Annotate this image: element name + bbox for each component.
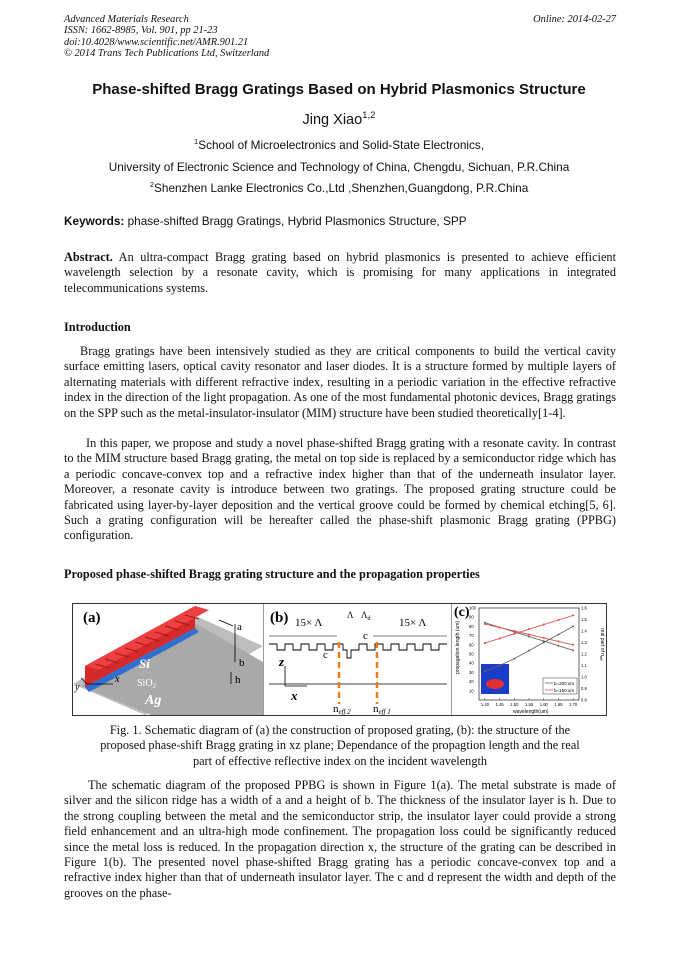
data-point-0-6 — [572, 649, 574, 651]
author-sup: 1,2 — [362, 110, 376, 122]
caption-line-2: proposed phase-shift Bragg grating in xz plane; Dependance of the propagtion length and the real — [100, 738, 580, 753]
data-point-2-4 — [543, 642, 545, 644]
x-axis-label: wavelength(um) — [513, 709, 549, 715]
y-left-tick-label: 30 — [469, 669, 474, 675]
data-point-0-3 — [528, 636, 530, 638]
y-right-tick-label: 0.9 — [581, 686, 587, 691]
data-point-3-2 — [513, 630, 515, 632]
y-right-tick-label: 0.8 — [581, 697, 587, 703]
keywords — [64, 214, 467, 228]
y-left-tick-label: 50 — [469, 651, 474, 657]
y-right-tick-label: 1.2 — [581, 651, 587, 657]
figure-panel-c-chart — [451, 604, 606, 715]
figure-panel-a — [73, 604, 263, 715]
y-right-tick-label: 1.5 — [581, 617, 587, 622]
y-left-tick-label: 20 — [469, 679, 474, 685]
data-point-1-2 — [513, 633, 515, 635]
data-point-3-4 — [543, 637, 545, 639]
author — [0, 112, 678, 128]
right-periods-label: 15× Λ — [399, 617, 427, 629]
x-tick-label: 1.70 — [569, 702, 578, 707]
x-tick-label: 1.50 — [510, 702, 519, 707]
y-right-tick-label: 1.6 — [581, 605, 587, 611]
data-point-3-5 — [557, 640, 559, 642]
y-left-tick-label: 10 — [469, 688, 474, 694]
online-date: Online: 2014-02-27 — [533, 14, 616, 25]
keywords-text: phase-shifted Bragg Gratings, Hybrid Plasmonics Structure, SPP — [124, 214, 467, 228]
data-point-3-1 — [499, 627, 501, 629]
label-si: Si — [139, 656, 150, 671]
data-point-1-6 — [572, 614, 574, 616]
affiliation-1-line2: University of Electronic Science and Technology of China, Chengdu, Sichuan, P.R.China — [108, 160, 570, 174]
data-point-0-5 — [557, 645, 559, 647]
lambda-label: Λ — [347, 610, 354, 620]
intro-paragraph-1: Bragg gratings have been intensively studied as they are critical components to build the vertical cavity surface emitting lasers, optical cavity resonator and laser diodes. It is a structure formed by multiple layers of alternating materials with different refractive index, resulting in a periodic variation in the effective refractive index in the direction of the light propagation. As one of the most fundamental photonic devices, Bragg gratings on the SPP such as the metal-insulator-insulator (MIM) structure have been studied theoretically[1-4]. — [64, 344, 616, 420]
caption-line-1: Fig. 1. Schematic diagram of (a) the construction of proposed grating, (b): the structure of the — [109, 723, 571, 737]
y-right-tick-label: 1.4 — [581, 628, 587, 634]
data-point-3-6 — [572, 644, 574, 646]
abstract-text: An ultra-compact Bragg grating based on hybrid plasmonics is presented to achieve efficient wavelength selection by a resonate cavity, which is promising for many applications in integrated telecommunications systems. — [64, 250, 616, 295]
journal-header — [64, 14, 616, 60]
data-point-2-6 — [572, 625, 574, 627]
intro-paragraph-2: In this paper, we propose and study a novel phase-shifted Bragg grating with a resonate cavity. In contrast to the MIM structure based Bragg grating, the metal on top side is replaced by a semiconductor ridge which has a periodic concave-convex top and a refractive index higher than that of the underneath insulator layer. Moreover, a resonate cavity is introduce between two gratings. The proposed grating structure could be fabricated using layer-by-layer deposition and the vertical groove could be formed by chemical etching[5, 6]. Such a grating configuration will be hereafter called the phase-shift plasmonic Bragg grating (PPBG) configuration. — [64, 436, 616, 543]
journal-name: Advanced Materials Research — [64, 14, 189, 25]
copyright: © 2014 Trans Tech Publications Ltd, Switzerland — [64, 48, 270, 60]
data-point-1-5 — [557, 619, 559, 621]
data-point-3-0 — [484, 623, 486, 625]
issn: ISSN: 1662-8985, Vol. 901, pp 21-23 — [64, 25, 218, 37]
data-point-1-3 — [528, 628, 530, 630]
neff2-label: neff 2 — [333, 703, 351, 715]
panel-c-label: (c) — [454, 605, 470, 620]
label-x-axis: x — [115, 674, 120, 685]
panel-a-label: (a) — [83, 610, 101, 626]
left-periods-label: 15× Λ — [295, 617, 323, 629]
x-tick-label: 1.45 — [495, 702, 504, 707]
field-hotspot — [486, 679, 504, 689]
figure-panel-b — [263, 604, 451, 715]
neff1-label: neff 1 — [373, 703, 391, 715]
caption-line-3: part of effective reflective index on the incident wavelength — [192, 753, 488, 768]
panel-b-label: (b) — [270, 610, 289, 626]
groove-c-label: c — [323, 649, 328, 661]
proposed-heading: Proposed phase-shifted Bragg grating structure and the propagation properties — [64, 567, 480, 581]
y-left-tick-label: 100 — [469, 605, 476, 611]
y-left-tick-label: 40 — [469, 660, 474, 666]
y-left-tick-label: 60 — [469, 642, 474, 648]
y-left-axis-label: propagation length (um) — [455, 620, 461, 674]
label-b: b — [239, 657, 245, 669]
lambda-d-label: $\Lambda_d$ — [361, 610, 371, 622]
legend-item-0: b=200 um — [554, 681, 575, 686]
x-axis-label: x — [291, 688, 298, 703]
abstract-label: Abstract. — [64, 250, 113, 264]
affiliation-2: $^2$Shenzhen Lanke Electronics Co.,Ltd ,Shenzhen,Guangdong, P.R.China — [149, 180, 529, 195]
data-point-2-1 — [499, 665, 501, 667]
y-left-tick-label: 80 — [469, 623, 474, 629]
x-tick-label: 1.65 — [554, 702, 563, 707]
author-name: Jing Xiao — [302, 112, 363, 128]
data-point-1-4 — [543, 624, 545, 626]
data-point-3-3 — [528, 633, 530, 635]
doi: doi:10.4028/www.scientific.net/AMR.901.21 — [64, 36, 249, 48]
data-point-1-0 — [484, 642, 486, 644]
y-left-tick-label: 70 — [469, 633, 474, 639]
y-right-tick-label: 1.3 — [581, 640, 587, 645]
x-tick-label: 1.60 — [539, 702, 548, 707]
label-sio2: SiO$_2$ — [137, 678, 157, 690]
label-a: a — [237, 621, 242, 633]
z-axis-label: z — [279, 654, 285, 669]
proposed-paragraph-1: The schematic diagram of the proposed PPBG is shown in Figure 1(a). The metal substrate is made of silver and the silicon ridge has a width of a and a height of b. The thickness of the insulator layer is h. Due to the strong coupling between the metal and the semiconductor strip, the insulator layer could provide a strong field enhancement and an ultra-high mode confinement. The propagation loss could be significantly reduced since the metal loss is reduced. In the propagation direction x, the structure of the grating can be described in Figure 1(b). The presented novel phase-shifted Bragg grating has a periodic concave-convex top and a refractive index higher than that of underneath insulator layer. The c and d represent the width and depth of the grooves on the phase- — [64, 778, 616, 900]
y-right-axis-label: real part of $n_{eff}$ — [599, 628, 605, 661]
grating-profile — [269, 644, 447, 658]
dim-a-line — [219, 620, 233, 626]
y-right-tick-label: 1.1 — [581, 663, 587, 668]
label-y-axis: y — [75, 682, 80, 693]
label-h: h — [235, 674, 241, 686]
keywords-label: Keywords: — [64, 214, 125, 228]
x-tick-label: 1.40 — [480, 702, 490, 707]
figure-caption — [64, 723, 616, 769]
data-point-2-3 — [528, 650, 530, 652]
affiliation-1: $^1$School of Microelectronics and Solid-State Electronics, — [193, 137, 485, 152]
y-left-tick-label: 90 — [469, 614, 474, 620]
y-right-tick-label: 1.0 — [581, 674, 587, 680]
x-tick-label: 1.55 — [525, 702, 534, 707]
legend-item-1: b=150 um — [554, 688, 575, 693]
data-point-2-0 — [484, 670, 486, 672]
figure-1 — [72, 603, 607, 716]
paper-title: Phase-shifted Bragg Gratings Based on Hybrid Plasmonics Structure — [92, 81, 586, 98]
data-point-1-1 — [499, 637, 501, 639]
abstract — [64, 250, 616, 296]
label-ag: Ag — [145, 693, 162, 708]
data-point-2-5 — [557, 633, 559, 635]
intro-heading: Introduction — [64, 320, 131, 334]
groove-c-label-top: c — [363, 630, 368, 642]
data-point-2-2 — [513, 658, 515, 660]
